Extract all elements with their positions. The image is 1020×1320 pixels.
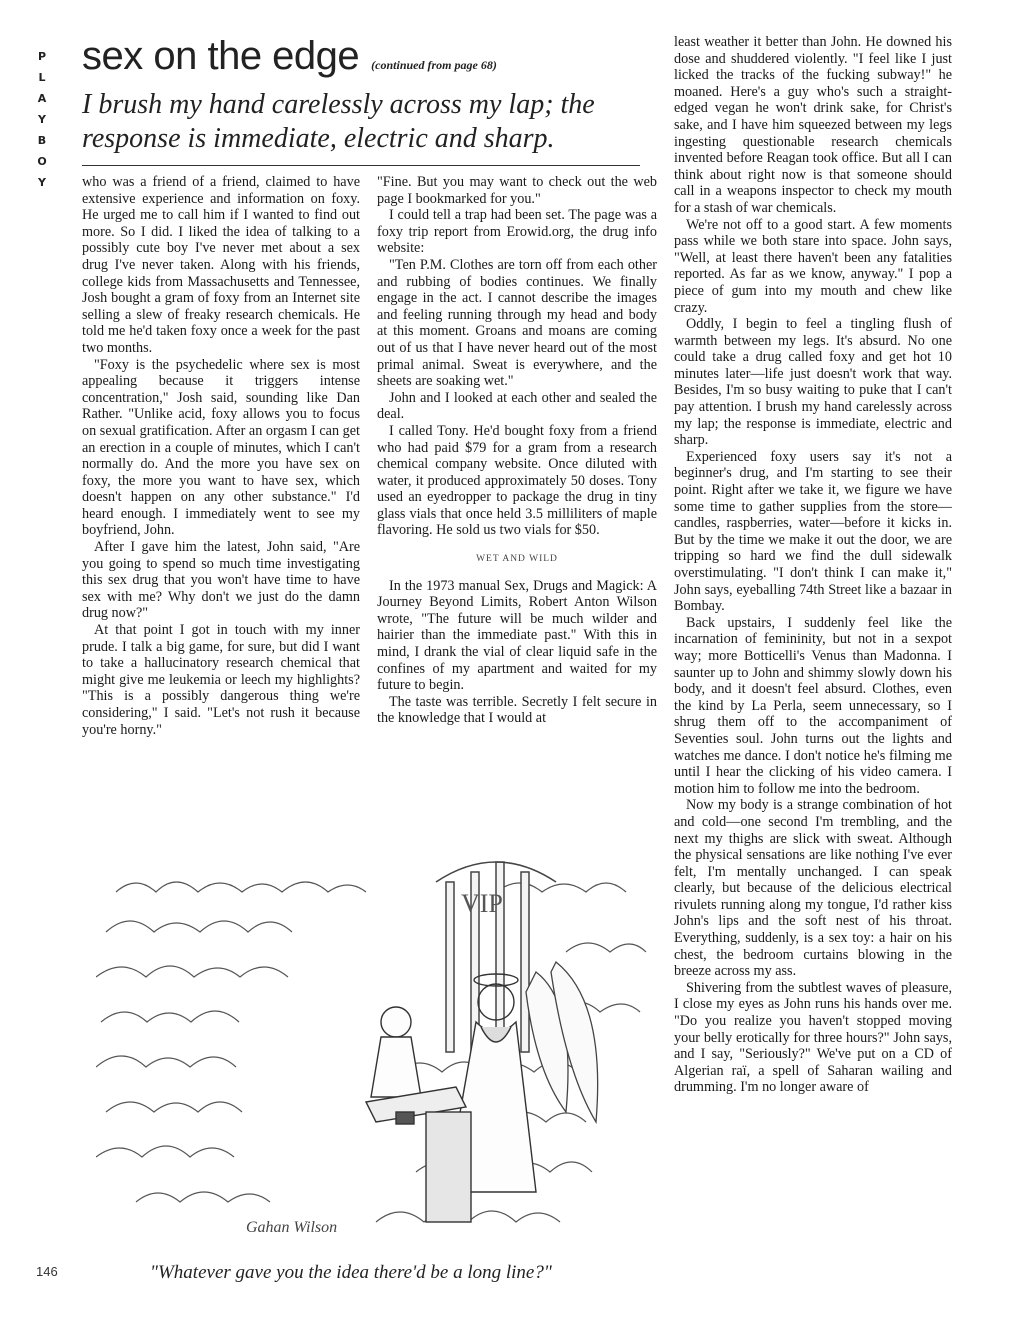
cartoon-caption: "Whatever gave you the idea there'd be a long line?" (150, 1262, 552, 1283)
artist-signature: Gahan Wilson (246, 1219, 338, 1236)
paragraph: "Foxy is the psychedelic where sex is most appealing because it triggers intense concentration," Josh said, sounding like Dan Rather. "Unlike acid, foxy allows you to focus on sexual gratification. After an orgasm I can get an erection in a couple of minutes, which I can't normally do. And the more you have sex on foxy, the more you want to have sex, which doesn't happen on any other substance." I'd heard enough. I immediately went to see my boyfriend, John. (82, 356, 360, 539)
text-column-3 (674, 34, 952, 1096)
paragraph: I called Tony. He'd bought foxy from a friend who had paid $79 for a gram from a research chemical company website. Once diluted with water, it produced approximately 50 doses. Tony used an eyedropper to package the drug in tiny glass vials that once held 3.5 milliliters of maple flavoring. He sold us two vials for $50. (377, 422, 657, 539)
page-number: 146 (36, 1264, 58, 1279)
paragraph: "Ten P.M. Clothes are torn off from each other and rubbing of bodies continues. We finally engage in the act. I cannot describe the images and feeling running through my head and body at this moment. Groans and moans are coming out of us that I have never heard out of the most primal animal. Sweat is everywhere, and the sheets are soaking wet." (377, 256, 657, 390)
continued-note: (continued from page 68) (371, 58, 497, 72)
magazine-name: P L A Y B O Y (37, 50, 47, 189)
paragraph: At that point I got in touch with my inner prude. I talk a big game, for sure, but did I want to take a hallucinatory research chemical that might give me leukemia or leech my highlights? "This is a possibly dangerous thing we're considering," I said. "Let's not rush it because you're horny." (82, 622, 360, 738)
paragraph: In the 1973 manual Sex, Drugs and Magick: A Journey Beyond Limits, Robert Anton Wilson wrote, "The future will be much wilder and hairier than the immediate past." With this in mind, I drank the vial of clear liquid safe in the confines of my apartment and waited for my future to begin. (377, 577, 657, 694)
article-headline (82, 34, 642, 79)
paragraph: who was a friend of a friend, claimed to have extensive experience and information on foxy. He urged me to call him if I wanted to find out more. So I did. I liked the idea of talking to a possibly cute boy I've never met about a sex drug I've never taken. Along with his friends, college kids from Massachusetts and Tennessee, Josh bought a gram of foxy from an Internet site selling a slew of freaky research chemicals. He told me he'd taken foxy once a week for the past two months. (82, 174, 360, 356)
gate-sign: VIP (461, 889, 503, 918)
paragraph: Experienced foxy users say it's not a beginner's drug, and I'm starting to see their point. Right after we take it, we figure we have some time to gather supplies from the store—candles, raspberries, water—before it kicks in. But by the time we make it out the door, we are tripping so hard we find the dull sidewalk overstimulating. "I don't think I can make it," John says, eyeballing 74th Street like a bazaar in Bombay. (674, 448, 952, 615)
header-rule (82, 165, 640, 166)
paragraph: John and I looked at each other and sealed the deal. (377, 389, 657, 423)
paragraph: Back upstairs, I suddenly feel like the incarnation of femininity, but not in a sexpot way; more Botticelli's Venus than Madonna. I saunter up to John and shimmy slowly down his body, and it doesn't feel absurd. Clothes, even the kind by La Perla, seem unnecessary, so I shrug them off to the accompaniment of Seventies soul. John turns out the lights and watches me dance. I don't notice he's filming me until I hear the clicking of his video camera. I motion him to follow me into the bedroom. (674, 614, 952, 797)
paragraph: Shivering from the subtlest waves of pleasure, I close my eyes as John runs his hands over me. "Do you realize you haven't stopped moving your belly erotically for three hours?" John says, and I say, "Seriously?" We've put on a CD of Algerian raï, a spell of Saharan wailing and drumming. I'm no longer aware of (674, 979, 952, 1096)
paragraph: Oddly, I begin to feel a tingling flush of warmth between my legs. It's absurd. No one could take a drug called foxy and get hot 10 minutes later—life just doesn't work that way. Besides, I'm so busy waiting to puke that I can't pay attention. I brush my hand carelessly across my lap; the response is immediate, electric and sharp. (674, 316, 952, 449)
article-title: sex on the edge (82, 34, 360, 78)
paragraph: The taste was terrible. Secretly I felt secure in the knowledge that I would at (377, 693, 657, 727)
text-column-1 (82, 174, 360, 738)
paragraph: We're not off to a good start. A few moments pass while we both stare into space. John says, "Well, at least there haven't been any fatalities reported. As far as we know, anyway." I pop a piece of gum into my mouth and chew like crazy. (674, 216, 952, 316)
section-subhead: WET AND WILD (476, 554, 558, 565)
pull-quote-deck: I brush my hand carelessly across my lap; the response is immediate, electric and sharp. (82, 89, 595, 154)
paragraph: Now my body is a strange combination of hot and cold—one second I'm trembling, and the next my thighs are slick with sweat. Although the physical sensations are like nothing I've ever felt, I'm mentally unchanged. I can speak clearly, but because of the delicious electrical rivulets running along my tongue, I'd rather kiss John's lips and the soft nest of his throat. Everything, suddenly, is a sex toy: a hair on his chest, the bedroom curtains blowing in the breeze across my ass. (674, 797, 952, 980)
text-column-2 (377, 174, 657, 727)
paragraph: After I gave him the latest, John said, "Are you going to spend so much time investigating this sex drug that you won't have time to have sex with me? Why don't we just do the damn drug now?" (82, 539, 360, 622)
angel-wings (526, 962, 598, 1122)
paragraph: least weather it better than John. He downed his dose and shuddered violently. "I feel like I just licked the tracks of the fucking subway!" he moaned. Here's a guy who's such a straight-edged vegan he won't drink sake, for Christ's sake, and I have him squeezed between my legs ingesting questionable research chemicals invented before Reagan took office. But all I can think about right now is that someone should call in a weapons inspector to check my mouth for a stash of war chemicals. (674, 34, 952, 216)
cartoon-illustration (96, 852, 652, 1262)
arriving-man-figure (371, 1007, 421, 1097)
paragraph: "Fine. But you may want to check out the web page I bookmarked for you." (377, 174, 657, 207)
paragraph: I could tell a trap had been set. The page was a foxy trip report from Erowid.org, the drug info website: (377, 207, 657, 257)
lectern-book (366, 1087, 471, 1222)
